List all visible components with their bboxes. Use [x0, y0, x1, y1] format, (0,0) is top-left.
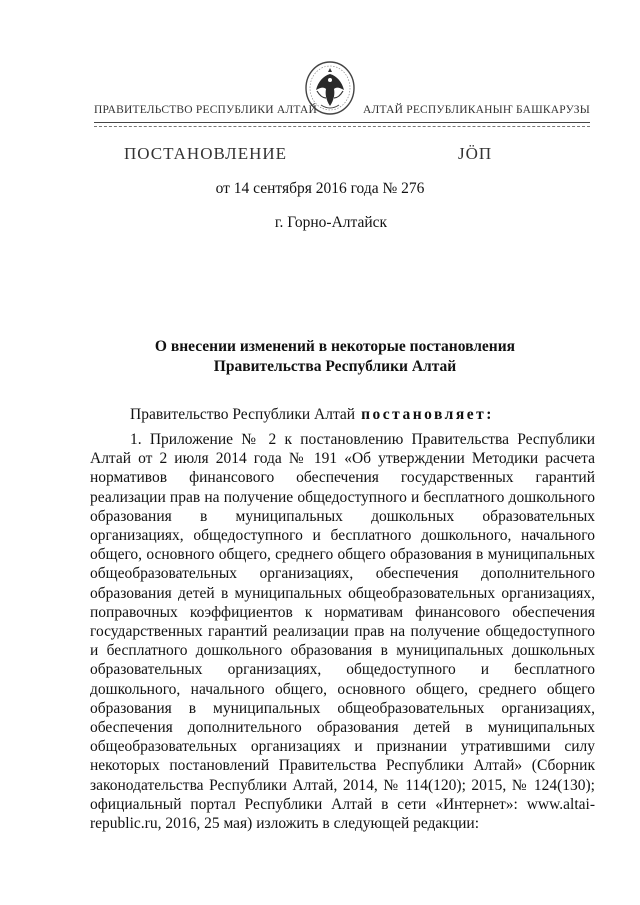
letterhead-rule: [94, 122, 590, 123]
letterhead: [94, 104, 590, 120]
doc-type-russian: ПОСТАНОВЛЕНИЕ: [124, 144, 288, 163]
doc-type-altai: JÖП: [458, 144, 493, 163]
decree-subject: Правительство Республики Алтай: [130, 406, 356, 423]
document-title: О внесении изменений в некоторые постановления Правительства Республики Алтай: [154, 338, 516, 375]
decree-line: [130, 406, 494, 424]
document-date-number: от 14 сентября 2016 года № 276: [215, 180, 425, 197]
letterhead-rule-dashed: [94, 126, 590, 127]
decree-verb: постановляет:: [361, 406, 494, 423]
paragraph-1: 1. Приложение № 2 к постановлению Правительства Республики Алтай от 2 июля 2014 года № 191 «Об утверждении Методики расчета нормативов финансового обеспечения государственных гарантий реализации прав на получение общедоступного и бесплатного дошкольного образования в муниципальных дошкольных образовательных организациях, общедоступного и бесплатного дошкольного, начального общего, основного общего, среднего общего образования в муниципальных общеобразовательных организациях, обеспечения дополнительного образования детей в муниципальных общеобразовательных организациях, поправочных коэффициентов к нормативам финансового обеспечения государственных гарантий реализации прав на получение общедоступного и бесплатного дошкольного образования в муниципальных дошкольных образовательных организациях, общедоступного и бесплатного дошкольного, начального общего, основного общего, среднего общего образования в муниципальных общеобразовательных организациях, обеспечения дополнительного образования детей в муниципальных общеобразовательных организациях и признании утратившими силу некоторых постановлений Правительства Республики Алтай» (Сборник законодательства Республики Алтай, 2014, № 114(120); 2015, № 124(130); официальный портал Республики Алтай в сети «Интернет»: www.altai-republic.ru, 2016, 25 мая) изложить в следующей редакции:: [90, 431, 595, 833]
org-name-russian: ПРАВИТЕЛЬСТВО РЕСПУБЛИКИ АЛТАЙ: [94, 104, 318, 116]
document-city: г. Горно-Алтайск: [274, 214, 388, 231]
org-name-altai: АЛТАЙ РЕСПУБЛИКАНЫҤ БАШКАРУЗЫ: [363, 104, 590, 116]
